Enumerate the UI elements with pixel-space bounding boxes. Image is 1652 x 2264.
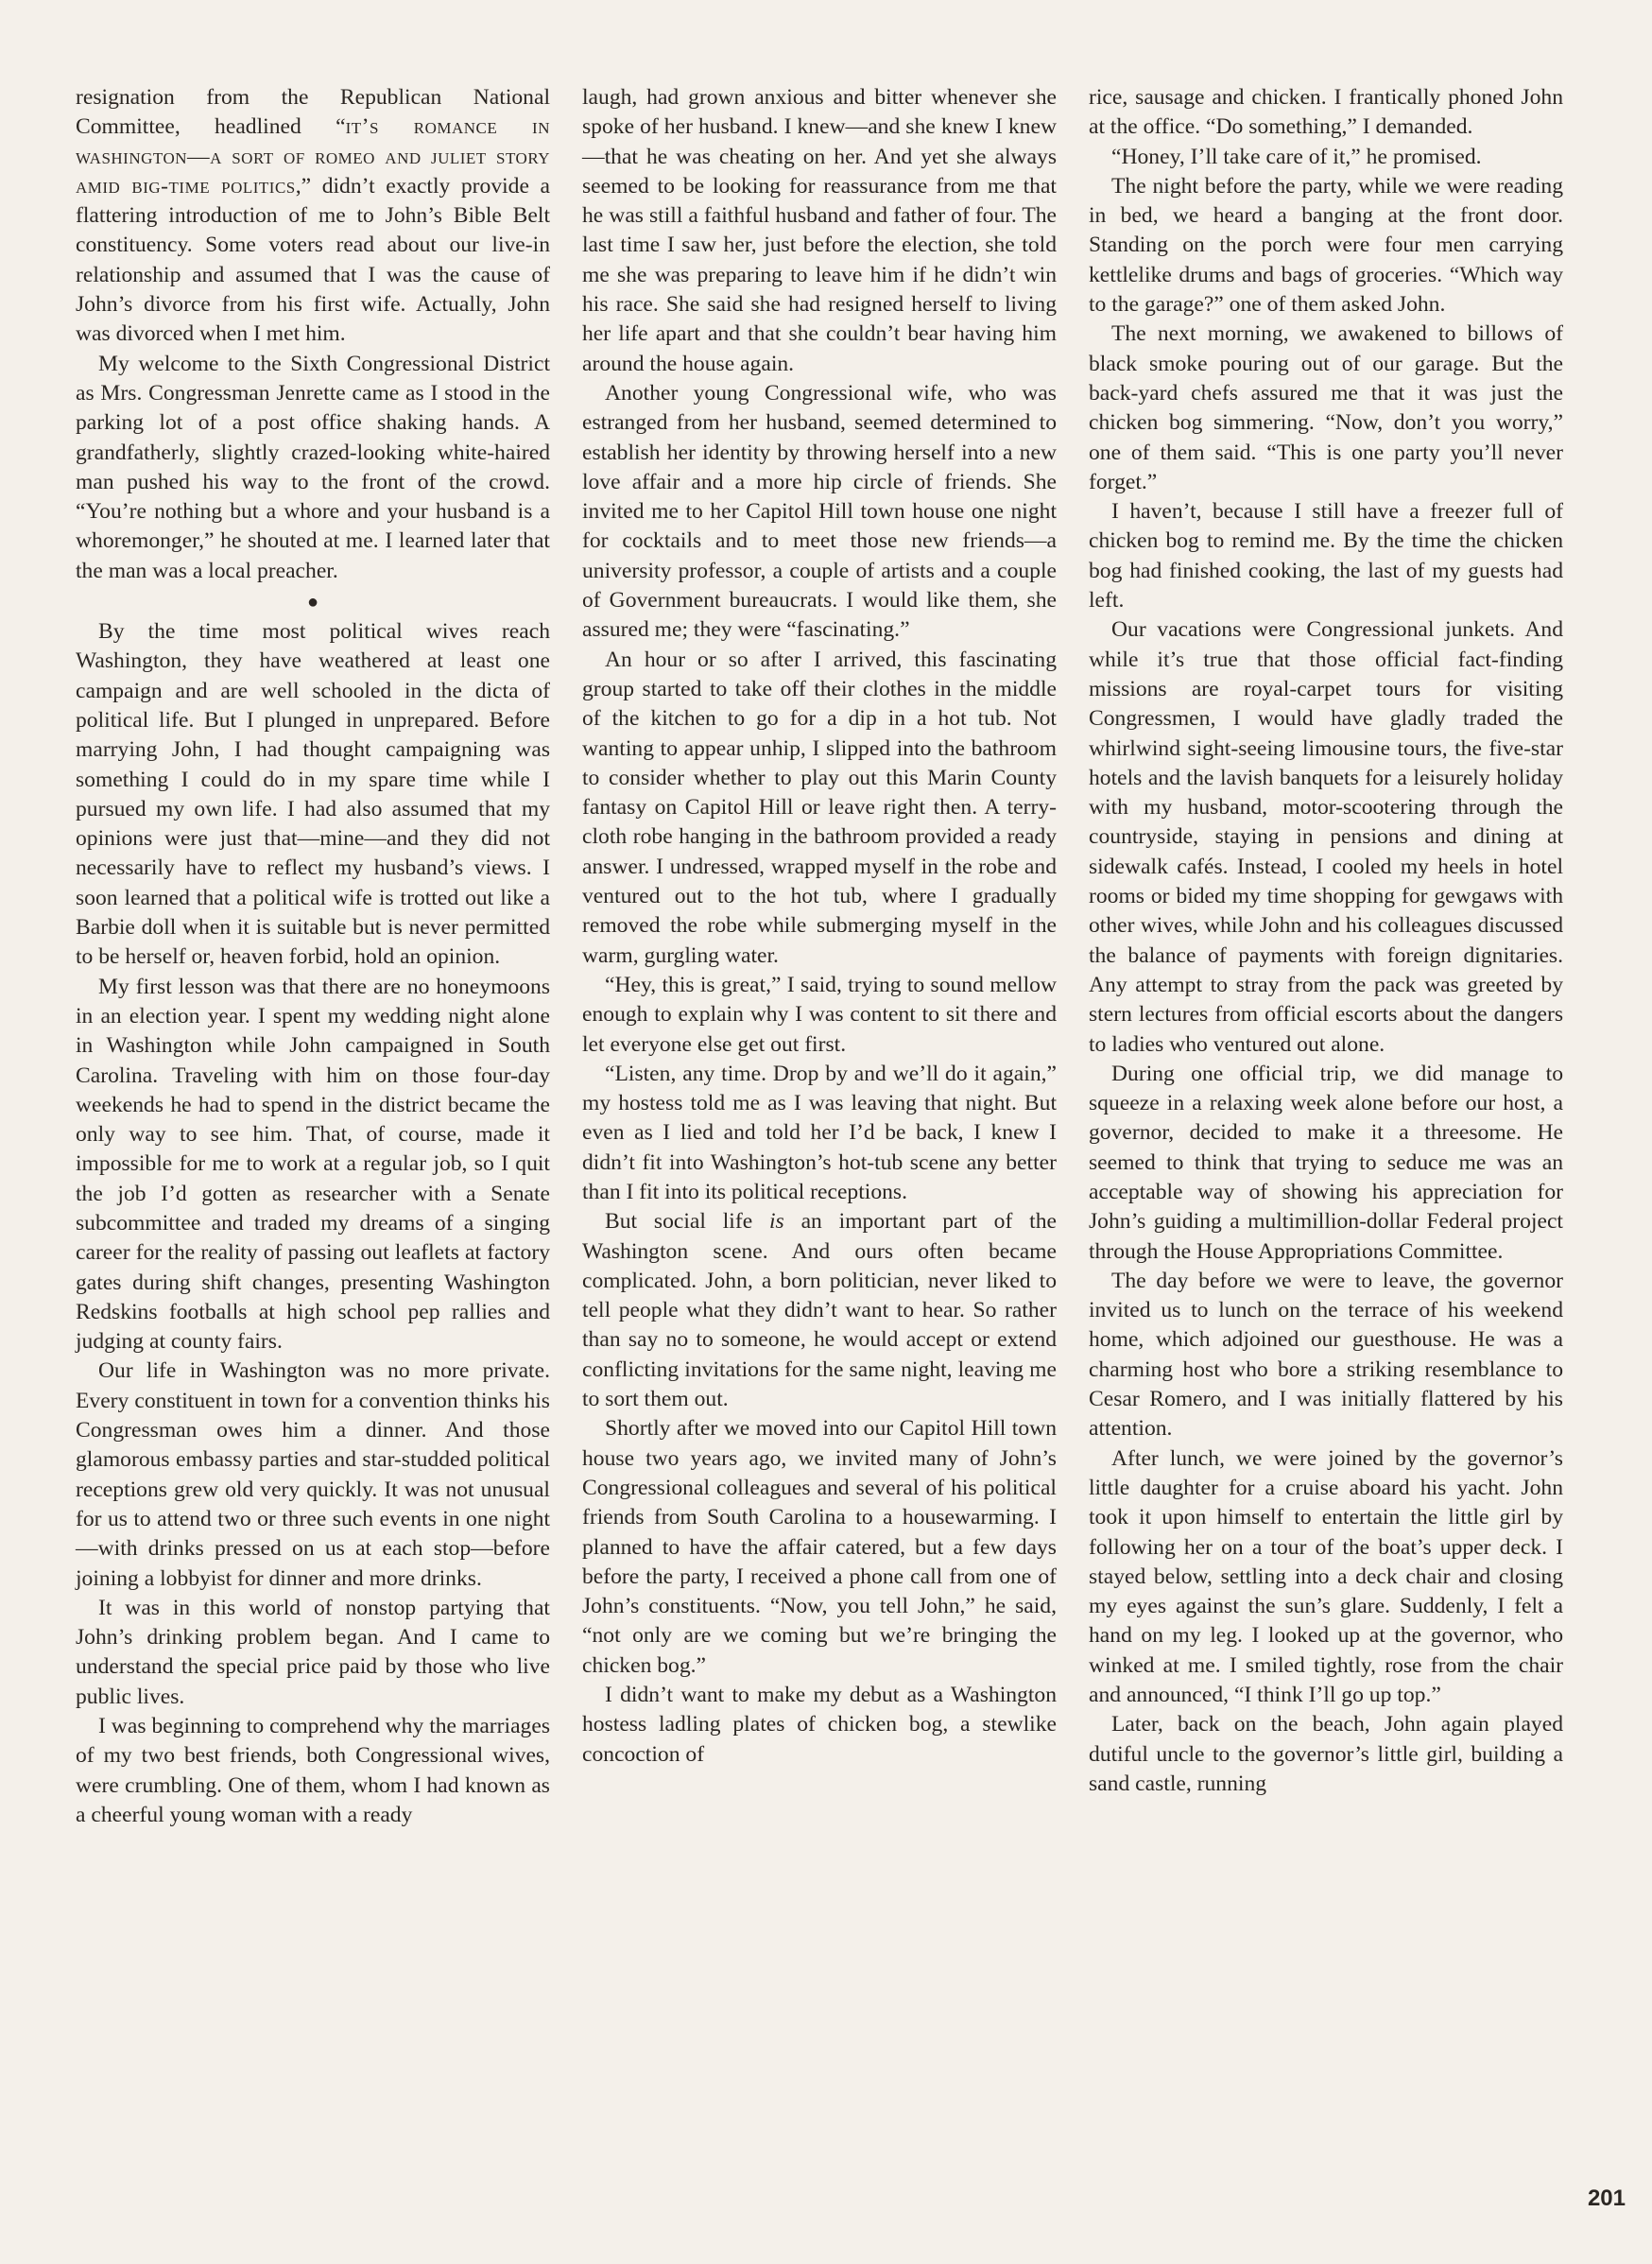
paragraph: The next morning, we awakened to billows of black smoke pouring out of our garage. But the back-yard chefs assured me that it was just the chicken bog simmering. “Now, don’t you worry,” one of them said. “This is one party you’ll never forget.” [1089,321,1563,494]
paragraph-text: resignation from the Republican National Committee, headlined “ [76,85,550,140]
paragraph: My first lesson was that there are no honeymoons in an election year. I spent my wedding night alone in Washington while John campaigned in South Carolina. Traveling with him on those four-day weekends he had to spend in the district became the only way to see him. That, of course, made it impossible for me to work at a regular job, so I quit the job I’d gotten as researcher with a Senate subcommittee and traded my dreams of a singing career for the reality of passing out leaflets at factory gates during shift changes, presenting Washington Redskins footballs at high school pep rallies and judging at county fairs. [76,974,550,1355]
paragraph: I was beginning to comprehend why the marriages of my two best friends, both Congressional wives, were crumbling. One of them, whom I had known as a cheerful young woman with a ready [76,1714,550,1827]
paragraph [76,83,550,350]
text-column-1 [76,83,550,1830]
paragraph: The night before the party, while we were reading in bed, we heard a banging at the front door. Standing on the porch were four men carrying kettlelike drums and bags of groceries. “Which way to the garage?” one of them asked John. [1089,173,1563,318]
paragraph: An hour or so after I arrived, this fascinating group started to take off their clothes in the middle of the kitchen to go for a dip in a hot tub. Not wanting to appear unhip, I slipped into the bathroom to consider whether to play out this Marin County fantasy on Capitol Hill or leave right then. A terry-cloth robe hanging in the bathroom provided a ready answer. I undressed, wrapped myself in the robe and ventured out to the hot tub, where I gradually removed the robe while submerging myself in the warm, gurgling water. [582,647,1057,968]
paragraph: Our life in Washington was no more private. Every constituent in town for a convention thinks his Congressman owes him a dinner. And those glamorous embassy parties and star-studded political receptions grew old very quickly. It was not unusual for us to attend two or three such events in one night—with drinks pressed on us at each stop—before joining a lobbyist for dinner and more drinks. [76,1358,550,1591]
paragraph: Our vacations were Congressional junkets. And while it’s true that those official fact-finding missions are royal-carpet tours for visiting Congressmen, I would have gladly traded the whirlwind sight-seeing limousine tours, the five-star hotels and the lavish banquets for a leisurely holiday with my husband, motor-scootering through the countryside, staying in pensions and dining at sidewalk cafés. Instead, I cooled my heels in hotel rooms or bided my time shopping for gewgaws with other wives, while John and his colleagues discussed the balance of payments with foreign dignitaries. Any attempt to stray from the pack was greeted by stern lectures from official escorts about the dangers to ladies who ventured out alone. [1089,617,1563,1057]
paragraph: By the time most political wives reach Washington, they have weathered at least one campaign and are well schooled in the dicta of political life. But I plunged in unprepared. Before marrying John, I had thought campaigning was something I could do in my spare time while I pursued my own life. I had also assumed that my opinions were just that—mine—and they did not necessarily have to reflect my husband’s views. I soon learned that a political wife is trotted out like a Barbie doll when it is suitable but is never permitted to be herself or, heaven forbid, hold an opinion. [76,619,550,970]
paragraph: Another young Congressional wife, who was estranged from her husband, seemed determined to establish her identity by throwing herself into a new love affair and a more hip circle of friends. She invited me to her Capitol Hill town house one night for cocktails and to meet those new friends—a university professor, a couple of artists and a couple of Government bureaucrats. I would like them, she assured me; they were “fascinating.” [582,380,1057,643]
paragraph: “Honey, I’ll take care of it,” he promised. [1111,144,1482,169]
paragraph: It was in this world of nonstop partying that John’s drinking problem began. And I came to understand the special price paid by those who live public lives. [76,1595,550,1709]
paragraph: I didn’t want to make my debut as a Washington hostess ladling plates of chicken bog, a stewlike concoction of [582,1683,1057,1767]
page-number: 201 [1587,2186,1626,2211]
paragraph: Shortly after we moved into our Capitol Hill town house two years ago, we invited many of John’s Congressional colleagues and several of his political friends from South Carolina to a housewarming. I planned to have the affair catered, but a few days before the party, I received a phone call from one of John’s constituents. “Now, you tell John,” he said, “not only are we coming but we’re bringing the chicken bog.” [582,1416,1057,1678]
paragraph: laugh, had grown anxious and bitter whenever she spoke of her husband. I knew—and she knew I knew—that he was cheating on her. And yet she always seemed to be looking for reassurance from me that he was still a faithful husband and father of four. The last time I saw her, just before the election, she told me she was preparing to leave him if he didn’t win his race. She said she had resigned herself to living her life apart and that she couldn’t bear having him around the house again. [582,85,1057,376]
headline-quote: it’s romance in washington—a sort of romeo and juliet story amid big-time politics [76,114,550,199]
paragraph: During one official trip, we did manage to squeeze in a relaxing week alone before our host, a governor, decided to make it a threesome. He seemed to think that trying to seduce me was an acceptable way of showing his appreciation for John’s guiding a multimillion-dollar Federal project through the House Appropriations Committee. [1089,1061,1563,1264]
paragraph: The day before we were to leave, the governor invited us to lunch on the terrace of his weekend home, which adjoined our guesthouse. He was a charming host who bore a striking resemblance to Cesar Romero, and I was initially flattered by his attention. [1089,1268,1563,1442]
paragraph: I haven’t, because I still have a freezer full of chicken bog to remind me. By the time the chicken bog had finished cooking, the last of my guests had left. [1089,499,1563,614]
paragraph: “Hey, this is great,” I said, trying to sound mellow enough to explain why I was content to sit there and let everyone else get out first. [582,972,1057,1057]
paragraph: rice, sausage and chicken. I frantically phoned John at the office. “Do something,” I demanded. [1089,85,1563,140]
emphasis-text: is [769,1209,784,1235]
paragraph [582,1207,1057,1414]
paragraph: Later, back on the beach, John again played dutiful uncle to the governor’s little girl, building a sand castle, running [1089,1712,1563,1796]
paragraph: After lunch, we were joined by the governor’s little daughter for a cruise aboard his yacht. John took it upon himself to entertain the little girl by following her on a tour of the boat’s upper deck. I stayed below, settling into a deck chair and closing my eyes against the sun’s glare. Suddenly, I felt a hand on my leg. I looked up at the governor, who winked at me. I smiled tightly, rose from the chair and announced, “I think I’ll go up top.” [1089,1445,1563,1708]
paragraph-text: an important part of the Washington scene. And ours often became complicated. John, a born politician, never liked to tell people what they didn’t want to hear. So rather than say no to someone, he would accept or extend conflicting invitations for the same night, leaving me to sort them out. [582,1209,1057,1412]
text-column-3 [1089,83,1563,1799]
paragraph: “Listen, any time. Drop by and we’ll do it again,” my hostess told me as I was leaving that night. But even as I lied and told her I’d be back, I knew I didn’t fit into Washington’s hot-tub scene any better than I fit into its political receptions. [582,1061,1057,1204]
paragraph-text: But social life [605,1209,769,1235]
paragraph-text: ,” didn’t exactly provide a flattering introduction of me to John’s Bible Belt constituency. Some voters read about our live-in relationship and assumed that I was the cause of John’s divorce from his first wife. Actually, John was divorced when I met him. [76,173,550,347]
section-bullet: ● [306,592,319,614]
text-column-2 [582,83,1057,1770]
paragraph: My welcome to the Sixth Congressional District as Mrs. Congressman Jenrette came as I stood in the parking lot of a post office shaking hands. A grandfatherly, slightly crazed-looking white-haired man pushed his way to the front of the crowd. “You’re nothing but a whore and your husband is a whoremonger,” he shouted at me. I learned later that the man was a local preacher. [76,351,550,583]
